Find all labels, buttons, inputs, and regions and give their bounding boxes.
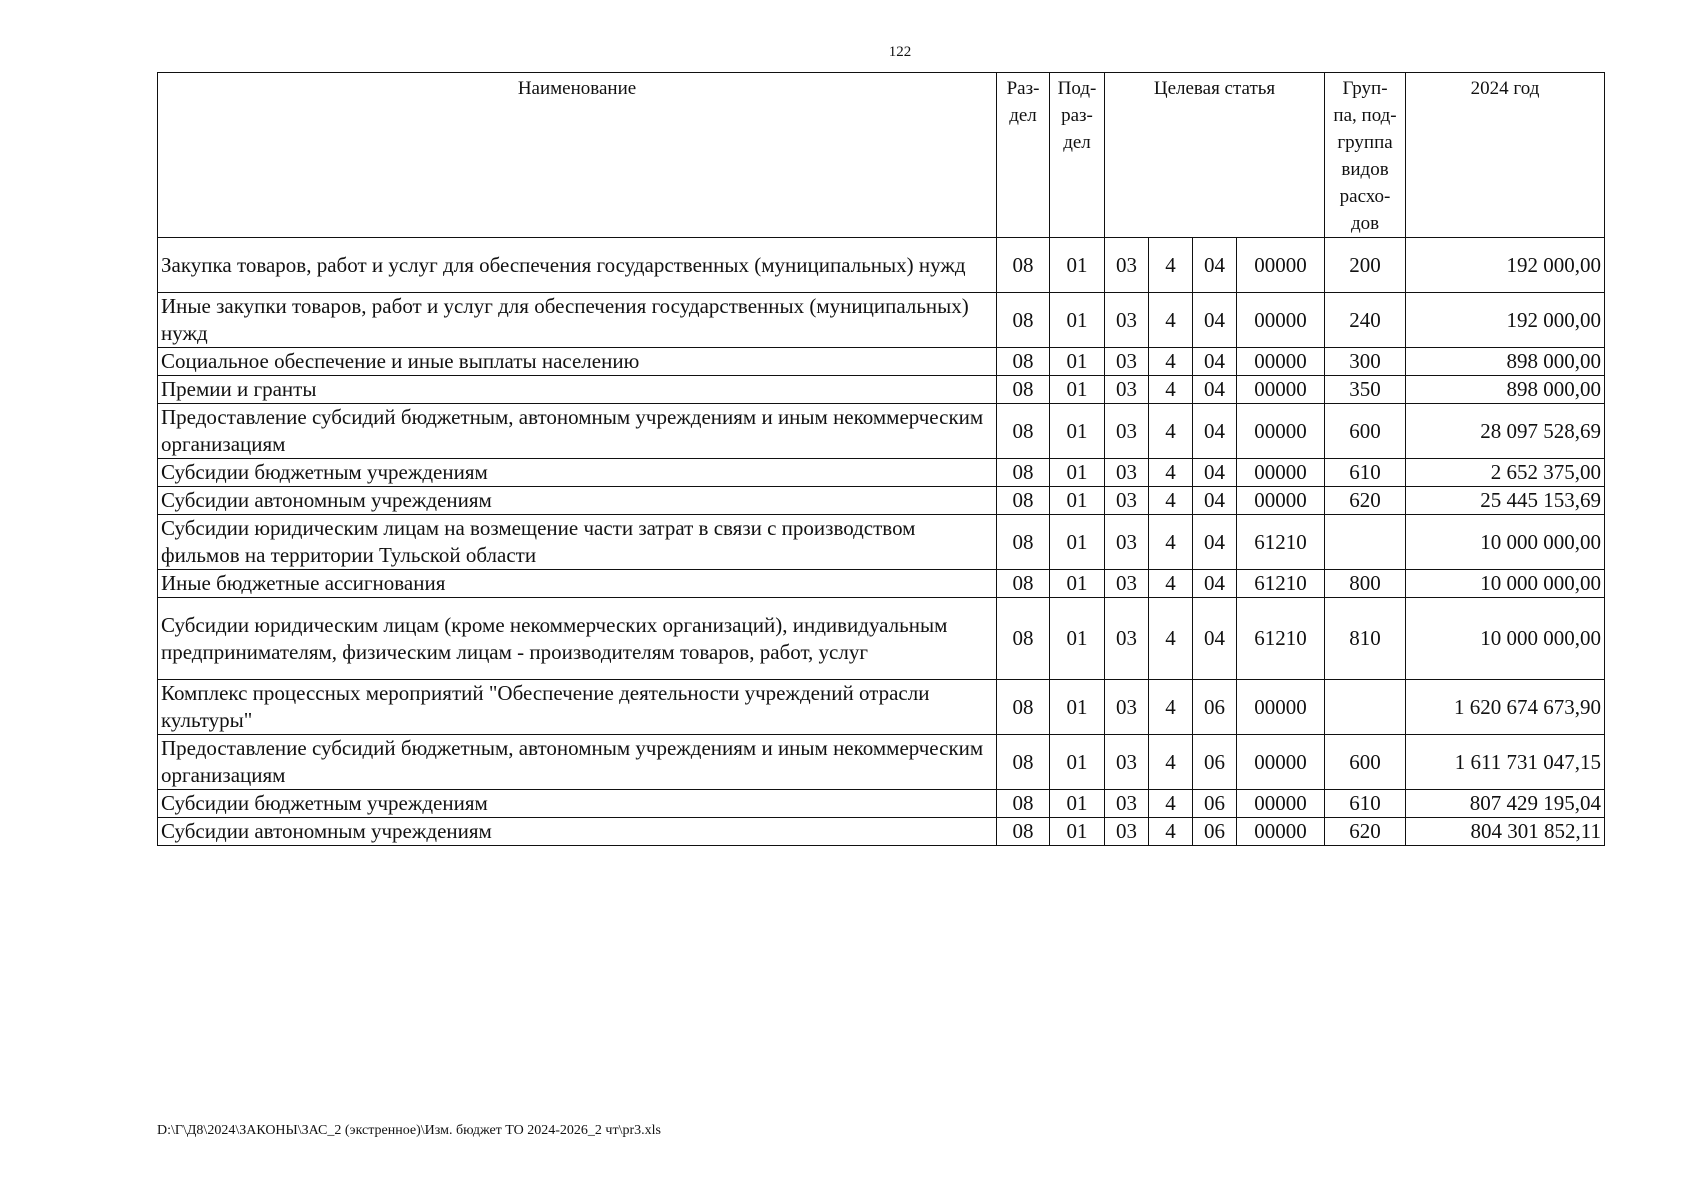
- row-amount-cell: 2 652 375,00: [1406, 459, 1605, 487]
- header-gruppa: Груп- па, под- группа видов расхо- дов: [1325, 73, 1406, 238]
- row-target-part3-cell: 06: [1193, 818, 1237, 846]
- row-target-part1-cell: 03: [1105, 293, 1149, 348]
- row-target-part2-cell: 4: [1149, 790, 1193, 818]
- row-razdel-cell: 08: [997, 818, 1050, 846]
- row-razdel-cell: 08: [997, 570, 1050, 598]
- budget-table: [157, 72, 1605, 846]
- row-target-part1-cell: 03: [1105, 487, 1149, 515]
- row-target-part4-cell: 00000: [1237, 238, 1325, 293]
- row-target-part1-cell: 03: [1105, 515, 1149, 570]
- row-razdel-cell: 08: [997, 598, 1050, 680]
- row-target-part4-cell: 61210: [1237, 515, 1325, 570]
- row-podrazdel-cell: 01: [1050, 515, 1105, 570]
- row-target-part2-cell: 4: [1149, 376, 1193, 404]
- row-razdel-cell: 08: [997, 293, 1050, 348]
- row-gruppa-cell: [1325, 680, 1406, 735]
- row-name-cell: Премии и гранты: [158, 376, 997, 404]
- row-target-part3-cell: 04: [1193, 598, 1237, 680]
- row-razdel-cell: 08: [997, 487, 1050, 515]
- table-row: [158, 348, 1605, 376]
- table-row: [158, 459, 1605, 487]
- row-podrazdel-cell: 01: [1050, 293, 1105, 348]
- page-number: 122: [888, 44, 912, 60]
- table-row: [158, 598, 1605, 680]
- row-target-part2-cell: 4: [1149, 598, 1193, 680]
- row-razdel-cell: 08: [997, 680, 1050, 735]
- header-name: Наименование: [158, 73, 997, 238]
- row-amount-cell: 1 611 731 047,15: [1406, 735, 1605, 790]
- row-razdel-cell: 08: [997, 238, 1050, 293]
- row-name-cell: Предоставление субсидий бюджетным, автономным учреждениям и иным некоммерческим организациям: [158, 404, 997, 459]
- row-podrazdel-cell: 01: [1050, 487, 1105, 515]
- row-razdel-cell: 08: [997, 735, 1050, 790]
- row-target-part2-cell: 4: [1149, 404, 1193, 459]
- row-name-cell: Субсидии юридическим лицам (кроме некоммерческих организаций), индивидуальным предпринимателям, физическим лицам - производителям товаров, работ, услуг: [158, 598, 997, 680]
- table-row: [158, 515, 1605, 570]
- row-name-cell: Комплекс процессных мероприятий "Обеспечение деятельности учреждений отрасли культуры": [158, 680, 997, 735]
- row-name-cell: Субсидии бюджетным учреждениям: [158, 790, 997, 818]
- row-amount-cell: 192 000,00: [1406, 238, 1605, 293]
- row-gruppa-cell: 800: [1325, 570, 1406, 598]
- table-row: [158, 404, 1605, 459]
- row-gruppa-cell: 610: [1325, 459, 1406, 487]
- table-row: [158, 680, 1605, 735]
- row-target-part3-cell: 04: [1193, 570, 1237, 598]
- row-gruppa-cell: 600: [1325, 404, 1406, 459]
- row-gruppa-cell: [1325, 515, 1406, 570]
- table-header-row: [158, 73, 1605, 238]
- table-row: [158, 570, 1605, 598]
- row-target-part1-cell: 03: [1105, 376, 1149, 404]
- row-gruppa-cell: 300: [1325, 348, 1406, 376]
- row-gruppa-cell: 200: [1325, 238, 1406, 293]
- header-celevaya-statya: Целевая статья: [1105, 73, 1325, 238]
- row-gruppa-cell: 350: [1325, 376, 1406, 404]
- row-amount-cell: 804 301 852,11: [1406, 818, 1605, 846]
- row-name-cell: Социальное обеспечение и иные выплаты населению: [158, 348, 997, 376]
- table-row: [158, 735, 1605, 790]
- row-name-cell: Закупка товаров, работ и услуг для обеспечения государственных (муниципальных) нужд: [158, 238, 997, 293]
- row-target-part2-cell: 4: [1149, 515, 1193, 570]
- row-podrazdel-cell: 01: [1050, 570, 1105, 598]
- row-name-cell: Субсидии юридическим лицам на возмещение части затрат в связи с производством фильмов на территории Тульской области: [158, 515, 997, 570]
- row-gruppa-cell: 620: [1325, 818, 1406, 846]
- row-razdel-cell: 08: [997, 348, 1050, 376]
- row-podrazdel-cell: 01: [1050, 238, 1105, 293]
- row-target-part4-cell: 00000: [1237, 376, 1325, 404]
- row-gruppa-cell: 620: [1325, 487, 1406, 515]
- row-target-part3-cell: 04: [1193, 487, 1237, 515]
- row-target-part3-cell: 04: [1193, 404, 1237, 459]
- row-target-part3-cell: 06: [1193, 790, 1237, 818]
- row-target-part2-cell: 4: [1149, 570, 1193, 598]
- row-amount-cell: 10 000 000,00: [1406, 515, 1605, 570]
- table-row: [158, 238, 1605, 293]
- row-podrazdel-cell: 01: [1050, 348, 1105, 376]
- row-target-part4-cell: 00000: [1237, 818, 1325, 846]
- row-target-part2-cell: 4: [1149, 459, 1193, 487]
- footer-file-path: D:\Г\Д8\2024\ЗАКОНЫ\ЗАС_2 (экстренное)\Изм. бюджет ТО 2024-2026_2 чт\pr3.xls: [157, 1123, 661, 1138]
- row-target-part3-cell: 04: [1193, 293, 1237, 348]
- row-target-part4-cell: 00000: [1237, 680, 1325, 735]
- row-podrazdel-cell: 01: [1050, 404, 1105, 459]
- row-amount-cell: 10 000 000,00: [1406, 598, 1605, 680]
- row-amount-cell: 25 445 153,69: [1406, 487, 1605, 515]
- row-podrazdel-cell: 01: [1050, 598, 1105, 680]
- row-podrazdel-cell: 01: [1050, 459, 1105, 487]
- row-amount-cell: 28 097 528,69: [1406, 404, 1605, 459]
- row-name-cell: Предоставление субсидий бюджетным, автономным учреждениям и иным некоммерческим организациям: [158, 735, 997, 790]
- row-target-part4-cell: 00000: [1237, 735, 1325, 790]
- row-target-part3-cell: 04: [1193, 459, 1237, 487]
- row-gruppa-cell: 600: [1325, 735, 1406, 790]
- row-target-part1-cell: 03: [1105, 790, 1149, 818]
- row-target-part1-cell: 03: [1105, 238, 1149, 293]
- row-target-part4-cell: 00000: [1237, 404, 1325, 459]
- row-gruppa-cell: 240: [1325, 293, 1406, 348]
- row-target-part1-cell: 03: [1105, 570, 1149, 598]
- row-podrazdel-cell: 01: [1050, 735, 1105, 790]
- row-name-cell: Субсидии автономным учреждениям: [158, 487, 997, 515]
- row-razdel-cell: 08: [997, 404, 1050, 459]
- table-row: [158, 293, 1605, 348]
- row-target-part2-cell: 4: [1149, 735, 1193, 790]
- row-target-part1-cell: 03: [1105, 598, 1149, 680]
- row-target-part2-cell: 4: [1149, 293, 1193, 348]
- table-row: [158, 376, 1605, 404]
- row-razdel-cell: 08: [997, 515, 1050, 570]
- row-target-part2-cell: 4: [1149, 818, 1193, 846]
- row-target-part1-cell: 03: [1105, 818, 1149, 846]
- row-gruppa-cell: 810: [1325, 598, 1406, 680]
- row-target-part2-cell: 4: [1149, 487, 1193, 515]
- row-target-part1-cell: 03: [1105, 404, 1149, 459]
- header-podrazdel: Под- раз- дел: [1050, 73, 1105, 238]
- row-razdel-cell: 08: [997, 376, 1050, 404]
- row-target-part4-cell: 00000: [1237, 293, 1325, 348]
- row-target-part2-cell: 4: [1149, 680, 1193, 735]
- table-row: [158, 790, 1605, 818]
- row-podrazdel-cell: 01: [1050, 818, 1105, 846]
- table-body: [158, 238, 1605, 846]
- row-target-part1-cell: 03: [1105, 735, 1149, 790]
- row-razdel-cell: 08: [997, 459, 1050, 487]
- row-target-part4-cell: 00000: [1237, 459, 1325, 487]
- table-row: [158, 818, 1605, 846]
- row-podrazdel-cell: 01: [1050, 790, 1105, 818]
- row-target-part1-cell: 03: [1105, 459, 1149, 487]
- row-target-part4-cell: 00000: [1237, 487, 1325, 515]
- header-razdel: Раз- дел: [997, 73, 1050, 238]
- row-target-part1-cell: 03: [1105, 348, 1149, 376]
- row-target-part4-cell: 00000: [1237, 348, 1325, 376]
- row-target-part3-cell: 06: [1193, 680, 1237, 735]
- table-row: [158, 487, 1605, 515]
- row-amount-cell: 898 000,00: [1406, 348, 1605, 376]
- row-amount-cell: 10 000 000,00: [1406, 570, 1605, 598]
- row-razdel-cell: 08: [997, 790, 1050, 818]
- row-name-cell: Иные бюджетные ассигнования: [158, 570, 997, 598]
- row-target-part3-cell: 04: [1193, 238, 1237, 293]
- row-name-cell: Иные закупки товаров, работ и услуг для обеспечения государственных (муниципальных) нужд: [158, 293, 997, 348]
- row-target-part1-cell: 03: [1105, 680, 1149, 735]
- header-year: 2024 год: [1406, 73, 1605, 238]
- row-target-part2-cell: 4: [1149, 348, 1193, 376]
- row-podrazdel-cell: 01: [1050, 376, 1105, 404]
- row-amount-cell: 192 000,00: [1406, 293, 1605, 348]
- row-target-part3-cell: 04: [1193, 348, 1237, 376]
- row-target-part3-cell: 04: [1193, 515, 1237, 570]
- row-target-part4-cell: 00000: [1237, 790, 1325, 818]
- row-gruppa-cell: 610: [1325, 790, 1406, 818]
- row-target-part3-cell: 06: [1193, 735, 1237, 790]
- row-amount-cell: 1 620 674 673,90: [1406, 680, 1605, 735]
- row-target-part4-cell: 61210: [1237, 570, 1325, 598]
- row-target-part4-cell: 61210: [1237, 598, 1325, 680]
- row-amount-cell: 898 000,00: [1406, 376, 1605, 404]
- row-podrazdel-cell: 01: [1050, 680, 1105, 735]
- row-name-cell: Субсидии бюджетным учреждениям: [158, 459, 997, 487]
- row-amount-cell: 807 429 195,04: [1406, 790, 1605, 818]
- row-target-part3-cell: 04: [1193, 376, 1237, 404]
- row-name-cell: Субсидии автономным учреждениям: [158, 818, 997, 846]
- row-target-part2-cell: 4: [1149, 238, 1193, 293]
